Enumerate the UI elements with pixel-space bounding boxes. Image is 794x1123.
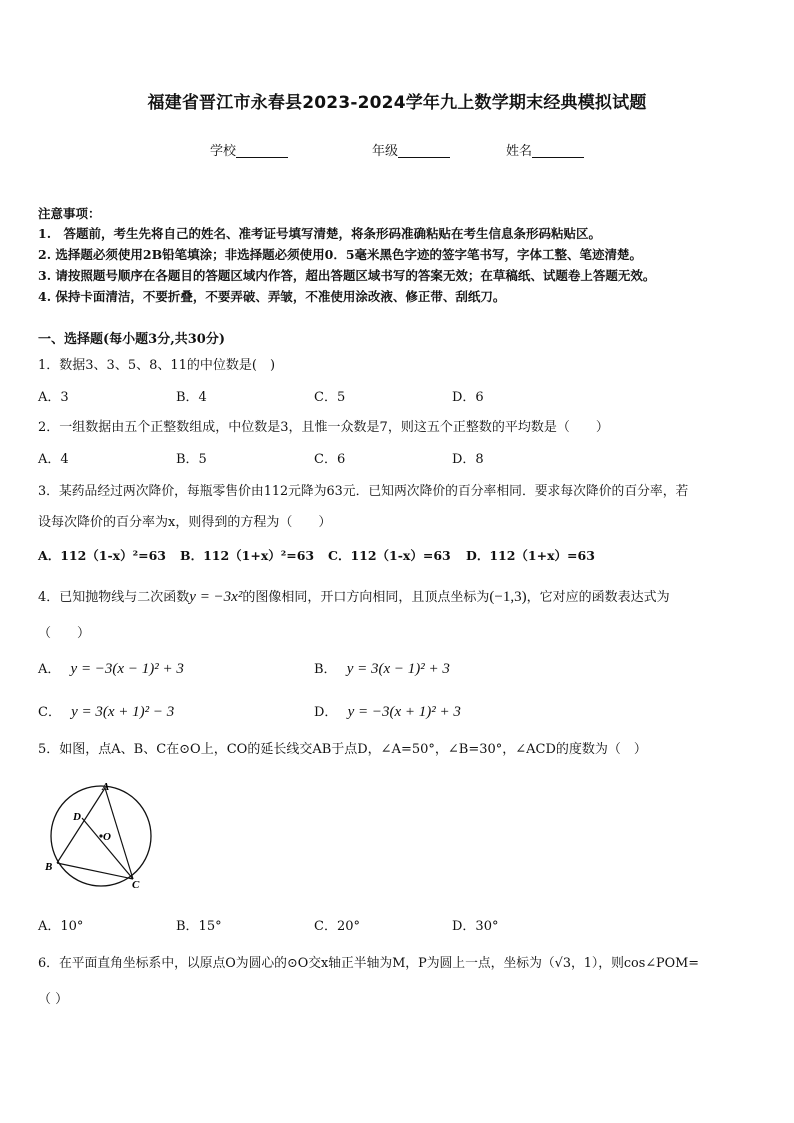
- question-3-stem-line1: 3．某药品经过两次降价，每瓶零售价由112元降为63元．已知两次降价的百分率相同．要求每次降价的百分率，若: [38, 484, 689, 499]
- grade-label: 年级: [372, 144, 399, 159]
- q1-option-a: A．3: [38, 390, 69, 405]
- name-blank: [532, 143, 584, 158]
- q5-option-d: D．30°: [452, 919, 499, 934]
- question-2-stem: 2．一组数据由五个正整数组成，中位数是3，且惟一众数是7，则这五个正整数的平均数是（ ）: [38, 420, 609, 435]
- notice-heading: 注意事项：: [38, 206, 101, 221]
- q4-option-a-letter: A．: [38, 662, 61, 677]
- q1-option-c: C．5: [314, 390, 346, 405]
- question-3-stem-line2: 设每次降价的百分率为x，则得到的方程为（ ）: [38, 515, 332, 530]
- q2-option-c: C．6: [314, 452, 346, 467]
- question-4-stem: [38, 586, 670, 606]
- question-6-stem-line2: （ ）: [38, 992, 69, 1007]
- question-5-stem: 5．如图，点A、B、C在⊙O上，CO的延长线交AB于点D，∠A=50°，∠B=30°，∠ACD的度数为（ ）: [38, 742, 647, 757]
- q3-option-b: B．112（1+x）²=63: [180, 548, 315, 563]
- q4-option-b: [314, 658, 450, 678]
- q4-option-d-letter: D．: [314, 705, 338, 720]
- name-field: [506, 140, 584, 159]
- label-b: B: [45, 861, 53, 873]
- q4-vertex: (−1,3): [489, 589, 527, 605]
- q4-option-d: [314, 701, 461, 721]
- q1-option-b: B．4: [176, 390, 207, 405]
- school-label: 学校: [210, 144, 237, 159]
- q5-option-a: A．10°: [38, 919, 84, 934]
- q4-stem-pre: 4．已知抛物线与二次函数: [38, 590, 190, 605]
- q4-option-b-expr: y = 3(x − 1)² + 3: [346, 661, 450, 677]
- q3-option-a: A．112（1-x）²=63: [38, 548, 166, 563]
- segment-ab: [57, 788, 105, 863]
- school-field: [210, 140, 288, 159]
- q2-option-a: A．4: [38, 452, 69, 467]
- question-6-stem-line1: 6．在平面直角坐标系中，以原点O为圆心的⊙O交x轴正半轴为M，P为圆上一点，坐标为（√3，1），则cos∠POM=: [38, 956, 699, 971]
- q4-function: y = −3x²: [189, 589, 243, 605]
- label-c: C: [132, 879, 140, 891]
- q2-option-d: D．8: [452, 452, 484, 467]
- q4-option-c-expr: y = 3(x + 1)² − 3: [71, 704, 175, 720]
- q2-option-b: B．5: [176, 452, 207, 467]
- grade-field: [372, 140, 450, 159]
- label-d: D: [73, 811, 81, 823]
- page-title: 福建省晋江市永春县2023-2024学年九上数学期末经典模拟试题: [147, 93, 647, 113]
- label-o: O: [103, 831, 111, 843]
- q4-stem-post: ，它对应的函数表达式为: [526, 590, 670, 605]
- section-heading: 一、选择题(每小题3分,共30分): [38, 332, 225, 347]
- q4-option-a: [38, 658, 184, 678]
- q5-option-c: C．20°: [314, 919, 360, 934]
- q4-option-b-letter: B．: [314, 662, 337, 677]
- question-1-stem: 1．数据3、3、5、8、11的中位数是( ): [38, 358, 276, 373]
- name-label: 姓名: [506, 144, 533, 159]
- label-a: A: [102, 781, 110, 793]
- q3-option-d: D．112（1+x）=63: [466, 548, 595, 563]
- q4-option-a-expr: y = −3(x − 1)² + 3: [70, 661, 184, 677]
- notice-item: 2. 选择题必须使用2B铅笔填涂；非选择题必须使用0．5毫米黑色字迹的签字笔书写，字体工整、笔迹清楚。: [38, 247, 643, 262]
- q4-option-c: [38, 701, 174, 721]
- q4-option-c-letter: C．: [38, 705, 61, 720]
- q1-option-d: D．6: [452, 390, 484, 405]
- q3-option-c: C．112（1-x）=63: [328, 548, 451, 563]
- circle-figure: [40, 778, 160, 893]
- notice-item: 3. 请按照题号顺序在各题目的答题区域内作答，超出答题区域书写的答案无效；在草稿纸、试题卷上答题无效。: [38, 268, 656, 283]
- q5-option-b: B．15°: [176, 919, 222, 934]
- q4-option-d-expr: y = −3(x + 1)² + 3: [347, 704, 461, 720]
- question-4-stem-line2: （ ）: [38, 626, 91, 641]
- notice-item: 1. 答题前，考生先将自己的姓名、准考证号填写清楚，将条形码准确粘贴在考生信息条形码粘贴区。: [38, 226, 602, 241]
- grade-blank: [398, 143, 450, 158]
- q4-stem-mid: 的图像相同，开口方向相同，且顶点坐标为: [242, 590, 490, 605]
- school-blank: [236, 143, 288, 158]
- notice-item: 4. 保持卡面清洁，不要折叠，不要弄破、弄皱，不准使用涂改液、修正带、刮纸刀。: [38, 289, 506, 304]
